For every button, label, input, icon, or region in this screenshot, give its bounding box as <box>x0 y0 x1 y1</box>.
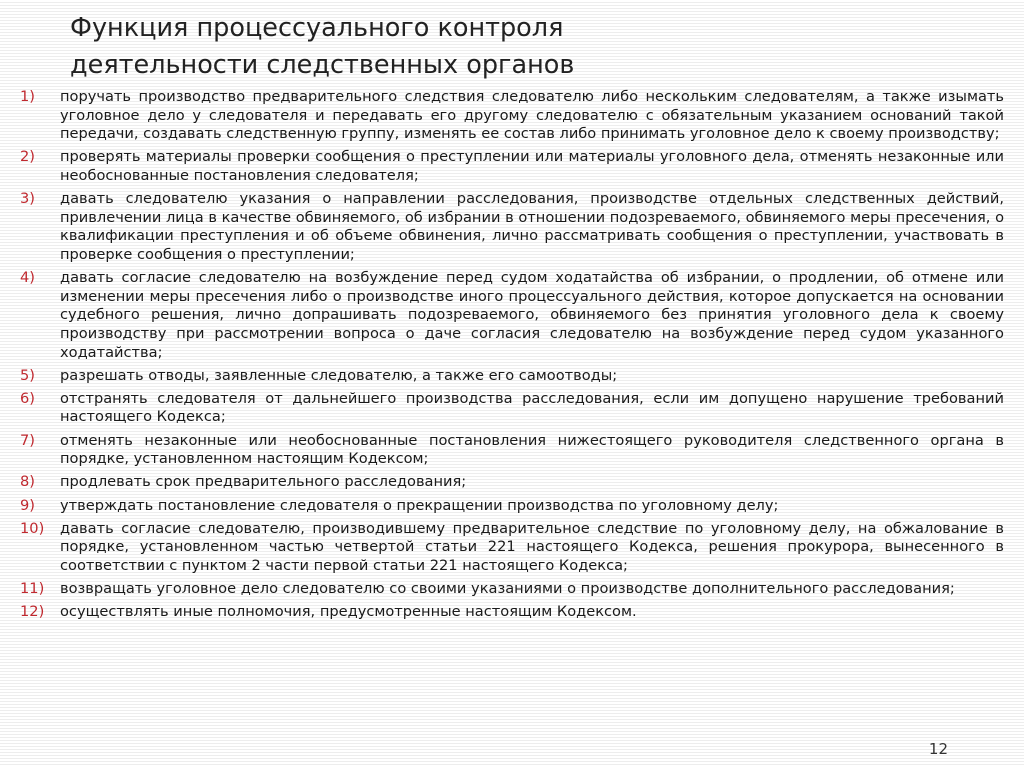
page-number: 12 <box>928 740 948 758</box>
list-item <box>0 603 1024 622</box>
list-item <box>0 520 1024 576</box>
item-text: давать следователю указания о направлении расследования, производстве отдельных следственных действий, привлечении лица в качестве обвиняемого, об избрании в отношении подозреваемого, обвиняемого меры пресечения, о квалификации преступления и об объеме обвинения, лично рассматривать сообщения о преступлении, участвовать в проверке сообщения о преступлении; <box>60 190 1004 263</box>
item-number: 9) <box>20 496 35 514</box>
list-item <box>0 269 1024 362</box>
item-text: утверждать постановление следователя о прекращении производства по уголовному делу; <box>60 496 779 514</box>
slide-title-line: Функция процессуального контроля <box>70 13 564 43</box>
item-number: 3) <box>20 190 35 208</box>
slide-title-line: деятельности следственных органов <box>70 50 575 80</box>
item-number: 8) <box>20 473 35 491</box>
item-text: поручать производство предварительного следствия следователю либо нескольким следователям, а также изымать уголовное дело у следователя и передавать его другому следователю с обязательным указанием оснований такой передачи, создавать следственную группу, изменять ее состав либо принимать уголовное дело к своему производству; <box>60 88 1004 143</box>
list-item <box>0 497 1024 516</box>
list-item <box>0 148 1024 185</box>
slide-title <box>70 10 970 84</box>
item-number: 1) <box>20 88 35 105</box>
powers-list <box>0 88 1024 627</box>
list-item <box>0 190 1024 264</box>
item-number: 2) <box>20 148 35 166</box>
list-item <box>0 580 1024 599</box>
item-text: давать согласие следователю, производившему предварительное следствие по уголовному делу, на обжалование в порядке, установленном частью четвертой статьи 221 настоящего Кодекса, решения прокурора, вынесенного в соответствии с пунктом 2 части первой статьи 221 настоящего Кодекса; <box>60 519 1004 574</box>
item-text: разрешать отводы, заявленные следователю, а также его самоотводы; <box>60 366 618 384</box>
list-item <box>0 367 1024 386</box>
item-number: 4) <box>20 269 35 287</box>
item-text: осуществлять иные полномочия, предусмотренные настоящим Кодексом. <box>60 603 637 621</box>
item-text: давать согласие следователю на возбуждение перед судом ходатайства об избрании, о продлении, об отмене или изменении меры пресечения либо о производстве иного процессуального действия, которое допускается на основании судебного решения, лично допрашивать подозреваемого, обвиняемого без принятия уголовного дела к своему производству при рассмотрении вопроса о даче согласия следователю на возбуждение перед судом указанного ходатайства; <box>60 269 1004 361</box>
item-text: отменять незаконные или необоснованные постановления нижестоящего руководителя следственного органа в порядке, установленном настоящим Кодексом; <box>60 431 1004 468</box>
list-item <box>0 432 1024 469</box>
item-text: возвращать уголовное дело следователю со своими указаниями о производстве дополнительного расследования; <box>60 580 955 598</box>
item-number: 11) <box>20 580 45 598</box>
list-item <box>0 473 1024 492</box>
list-item <box>0 88 1024 144</box>
item-number: 5) <box>20 366 35 384</box>
list-item <box>0 390 1024 427</box>
item-text: проверять материалы проверки сообщения о преступлении или материалы уголовного дела, отменять незаконные или необоснованные постановления следователя; <box>60 148 1004 184</box>
item-text: продлевать срок предварительного расследования; <box>60 473 467 491</box>
item-number: 7) <box>20 431 35 449</box>
item-number: 10) <box>20 519 45 537</box>
item-number: 6) <box>20 389 35 407</box>
item-text: отстранять следователя от дальнейшего производства расследования, если им допущено нарушение требований настоящего Кодекса; <box>60 389 1004 426</box>
item-number: 12) <box>20 603 45 621</box>
